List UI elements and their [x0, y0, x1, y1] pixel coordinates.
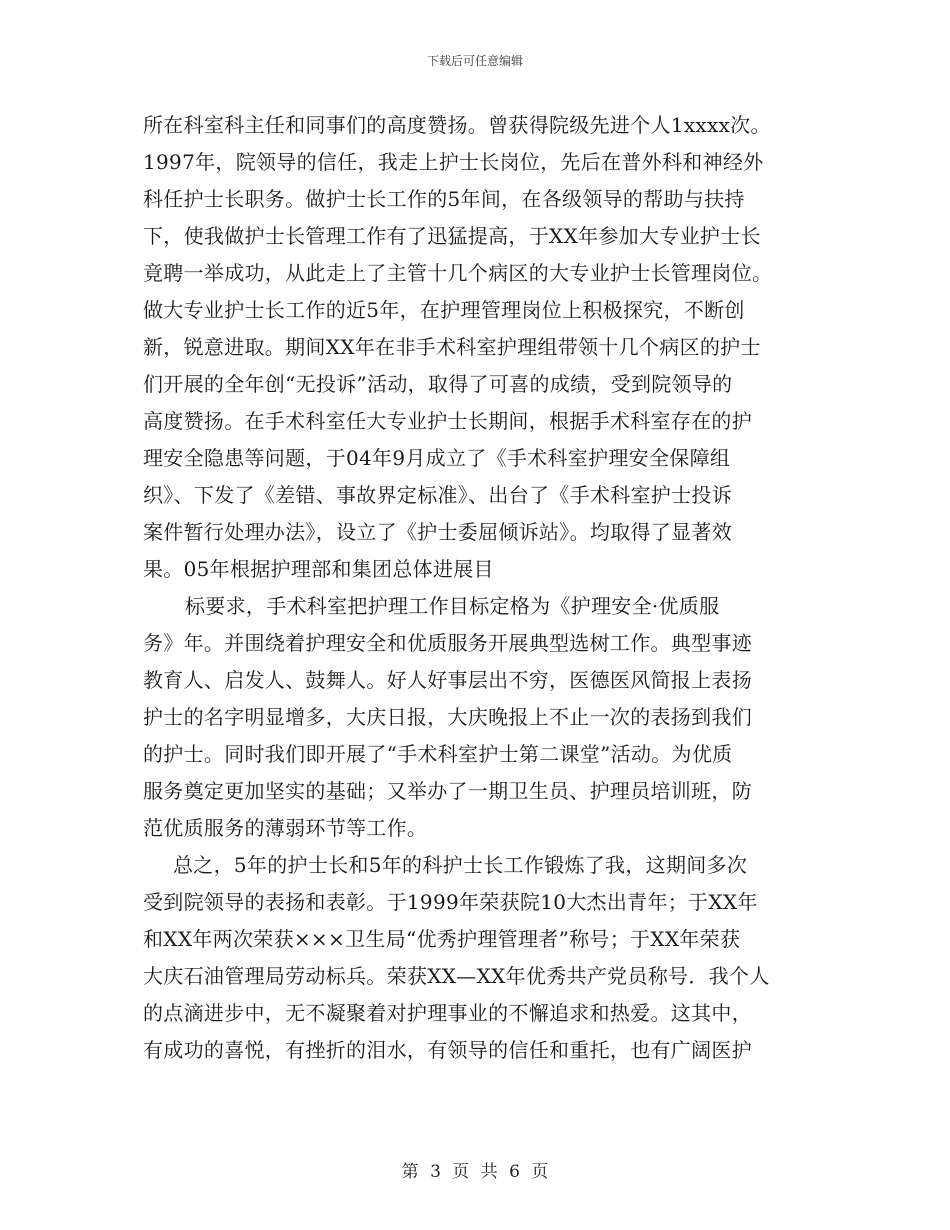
body-line: 的护士。同时我们即开展了“手术科室护士第二课堂”活动。为优质 — [143, 742, 733, 766]
body-line: 理安全隐患等问题，于04年9月成立了《手术科室护理安全保障组 — [143, 446, 731, 470]
body-line: 有成功的喜悦，有挫折的泪水，有领导的信任和重托，也有广阔医护 — [143, 1038, 752, 1062]
body-line: 和XX年两次荣获×××卫生局“优秀护理管理者”称号；于XX年荣获 — [143, 927, 741, 951]
body-line: 总之，5年的护士长和5年的科护士长工作锻炼了我，这期间多次 — [173, 853, 748, 877]
body-line: 受到院领导的表扬和表彰。于1999年荣获院10大杰出青年；于XX年 — [143, 890, 758, 914]
body-line: 所在科室科主任和同事们的高度赞扬。曾获得院级先进个人1xxxx次。 — [143, 113, 771, 137]
body-line: 下，使我做护士长管理工作有了迅猛提高，于XX年参加大专业护士长 — [143, 224, 761, 248]
body-line: 们开展的全年创“无投诉”活动，取得了可喜的成绩，受到院领导的 — [143, 372, 733, 396]
body-line: 教育人、启发人、鼓舞人。好人好事层出不穷，医德医风简报上表扬 — [143, 668, 752, 692]
header-note: 下载后可任意编辑 — [426, 54, 523, 68]
body-line: 服务奠定更加坚实的基础；又举办了一期卫生员、护理员培训班，防 — [143, 779, 752, 803]
body-line: 标要求，手术科室把护理工作目标定格为《护理安全·优质服 — [185, 594, 720, 618]
body-line: 竟聘一举成功，从此走上了主管十几个病区的大专业护士长管理岗位。 — [143, 261, 773, 285]
body-line: 科任护士长职务。做护士长工作的5年间，在各级领导的帮助与扶持 — [143, 187, 745, 211]
body-line: 大庆石油管理局劳动标兵。荣获XX—XX年优秀共产党员称号．我个人 — [143, 964, 770, 988]
page-number-footer: 第 3 页 共 6 页 — [401, 1162, 549, 1182]
body-line: 护士的名字明显增多，大庆日报，大庆晚报上不止一次的表扬到我们 — [143, 705, 752, 729]
body-line: 务》年。并围绕着护理安全和优质服务开展典型选树工作。典型事迹 — [143, 631, 752, 655]
body-line: 织》、下发了《差错、事故界定标准》、出台了《手术科室护士投诉 — [143, 483, 732, 507]
body-line: 做大专业护士长工作的近5年，在护理管理岗位上积极探究，不断创 — [143, 298, 745, 322]
body-line: 新，锐意进取。期间XX年在非手术科室护理组带领十几个病区的护士 — [143, 335, 761, 359]
body-line: 的点滴进步中，无不凝聚着对护理事业的不懈追求和热爱。这其中， — [143, 1001, 752, 1025]
body-line: 范优质服务的薄弱环节等工作。 — [143, 816, 428, 840]
body-line: 案件暂行处理办法》，设立了《护士委屈倾诉站》。均取得了显著效 — [143, 520, 732, 544]
body-line: 果。05年根据护理部和集团总体进展目 — [143, 557, 494, 581]
body-line: 高度赞扬。在手术科室任大专业护士长期间，根据手术科室存在的护 — [143, 409, 752, 433]
body-line: 1997年，院领导的信任，我走上护士长岗位，先后在普外科和神经外 — [143, 150, 764, 174]
